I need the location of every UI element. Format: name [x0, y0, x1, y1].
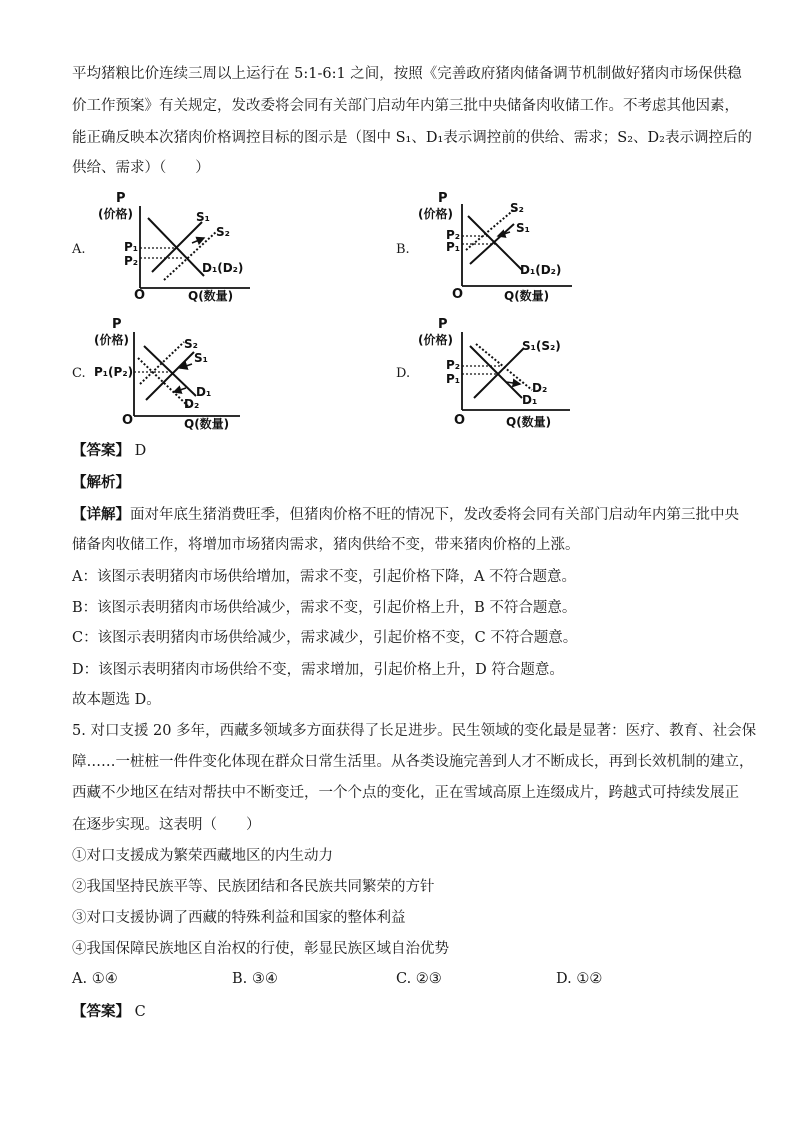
origin-label: O — [134, 288, 146, 303]
price-label-upper: P₂ — [446, 358, 461, 372]
supply-label-s2: S₂ — [184, 337, 198, 351]
demand-label-d2: D₂ — [184, 397, 200, 411]
axis-p-unit: (价格) — [98, 207, 133, 221]
axis-q-label: Q(数量) — [506, 415, 552, 429]
origin-label: O — [454, 413, 466, 428]
shift-arrow — [192, 238, 204, 243]
option-b-letter: B. — [396, 242, 410, 257]
q5-choice-b: B. ③④ — [232, 971, 278, 987]
q4-stem-line: 供给、需求）（ ） — [72, 160, 210, 176]
axis-q-label: Q(数量) — [184, 417, 230, 431]
answer-value: C — [134, 1004, 146, 1020]
answer-tag: 【答案】 — [72, 442, 130, 459]
price-label-upper: P₁ — [124, 240, 139, 254]
axis-q-label: Q(数量) — [188, 289, 234, 303]
demand-label-d2: D₂ — [532, 381, 548, 395]
axis-q-label: Q(数量) — [504, 289, 550, 303]
explain-line: B：该图示表明猪肉市场供给减少，需求不变，引起价格上升，B 不符合题意。 — [72, 600, 577, 616]
q5-stem-line: 5. 对口支援 20 多年，西藏多领域多方面获得了长足进步。民生领域的变化最是显著：医疗、教育、社会保 — [72, 723, 757, 739]
option-d-letter: D. — [396, 366, 411, 381]
answer-value: D — [134, 443, 147, 459]
explain-line: A：该图示表明猪肉市场供给增加，需求不变，引起价格下降，A 不符合题意。 — [72, 569, 577, 585]
q5-stem-line: 西藏不少地区在结对帮扶中不断变迁，一个个点的变化，正在雪域高原上连缀成片，跨越式可持续发展正 — [72, 785, 739, 801]
conclusion-line: 故本题选 D。 — [72, 692, 161, 708]
price-label-lower: P₁ — [446, 240, 461, 254]
q4-stem-line: 能正确反映本次猪肉价格调控目标的图示是（图中 S₁、D₁表示调控前的供给、需求；S₂、D₂表示调控后的 — [72, 130, 752, 146]
graph-option-c — [88, 314, 268, 434]
option-a-letter: A. — [72, 242, 86, 257]
demand-curve-d1 — [470, 346, 522, 398]
q5-statement: ④我国保障民族地区自治权的行使，彰显民族区域自治优势 — [72, 941, 449, 957]
graph-option-a — [88, 188, 268, 308]
supply-label-s1: S₁ — [196, 210, 210, 224]
option-c-letter: C. — [72, 366, 86, 381]
origin-label: O — [122, 413, 134, 428]
detail-line: 储备肉收储工作，将增加市场猪肉需求，猪肉供给不变，带来猪肉价格的上涨。 — [72, 537, 580, 553]
supply-label-s1: S₁ — [194, 351, 208, 365]
q4-stem-line: 价工作预案》有关规定，发改委将会同有关部门启动年内第三批中央储备肉收储工作。不考虑其他因素， — [72, 98, 739, 114]
analysis-heading — [72, 473, 130, 493]
demand-label: D₁(D₂) — [202, 261, 244, 275]
q5-stem-line: 在逐步实现。这表明（ ） — [72, 817, 261, 833]
axis-p-label: P — [116, 191, 126, 206]
price-label-lower: P₁ — [446, 372, 461, 386]
price-label-upper: P₂ — [446, 228, 461, 242]
graph-option-d — [410, 314, 590, 434]
axis-p-unit: (价格) — [94, 333, 129, 347]
origin-label: O — [452, 287, 464, 302]
demand-shift-arrow — [174, 388, 186, 392]
detail-tag: 【详解】 — [72, 506, 130, 523]
detail-line — [72, 505, 739, 525]
detail-text: 面对年底生猪消费旺季，但猪肉价格不旺的情况下，发改委将会同有关部门启动年内第三批中央 — [130, 507, 739, 523]
demand-label-d1: D₁ — [196, 385, 212, 399]
analysis-tag: 【解析】 — [72, 474, 130, 491]
graph-option-b — [410, 188, 590, 308]
axis-p-unit: (价格) — [418, 207, 453, 221]
axis-p-label: P — [438, 191, 448, 206]
price-label: P₁(P₂) — [94, 365, 134, 379]
q5-choice-d: D. ①② — [556, 971, 603, 987]
q5-stem-line: 障……一桩桩一件件变化体现在群众日常生活里。从各类设施完善到人才不断成长，再到长效机制的建立， — [72, 754, 754, 770]
supply-curve-s1 — [146, 352, 194, 400]
q5-answer — [72, 1002, 146, 1022]
explain-line: D：该图示表明猪肉市场供给不变，需求增加，引起价格上升，D 符合题意。 — [72, 662, 564, 678]
demand-label: D₁(D₂) — [520, 263, 562, 277]
q5-statement: ②我国坚持民族平等、民族团结和各民族共同繁荣的方针 — [72, 879, 435, 895]
q5-choice-a: A. ①④ — [72, 971, 118, 987]
supply-label: S₁(S₂) — [522, 339, 561, 353]
demand-label-d1: D₁ — [522, 393, 538, 407]
q5-statement: ①对口支援成为繁荣西藏地区的内生动力 — [72, 848, 333, 864]
explain-line: C：该图示表明猪肉市场供给减少，需求减少，引起价格不变，C 不符合题意。 — [72, 630, 578, 646]
supply-label-s1: S₁ — [516, 221, 530, 235]
q4-stem-line: 平均猪粮比价连续三周以上运行在 5:1-6:1 之间，按照《完善政府猪肉储备调节机制做好猪肉市场保供稳 — [72, 66, 742, 82]
q5-choice-c: C. ②③ — [396, 971, 442, 987]
answer-tag: 【答案】 — [72, 1003, 130, 1020]
axis-p-unit: (价格) — [418, 333, 453, 347]
q4-answer — [72, 441, 146, 461]
axis-p-label: P — [438, 317, 448, 332]
supply-curve — [474, 348, 524, 398]
supply-label-s2: S₂ — [510, 201, 524, 215]
q5-statement: ③对口支援协调了西藏的特殊利益和国家的整体利益 — [72, 910, 406, 926]
supply-label-s2: S₂ — [216, 225, 230, 239]
price-label-lower: P₂ — [124, 254, 139, 268]
axis-p-label: P — [112, 317, 122, 332]
